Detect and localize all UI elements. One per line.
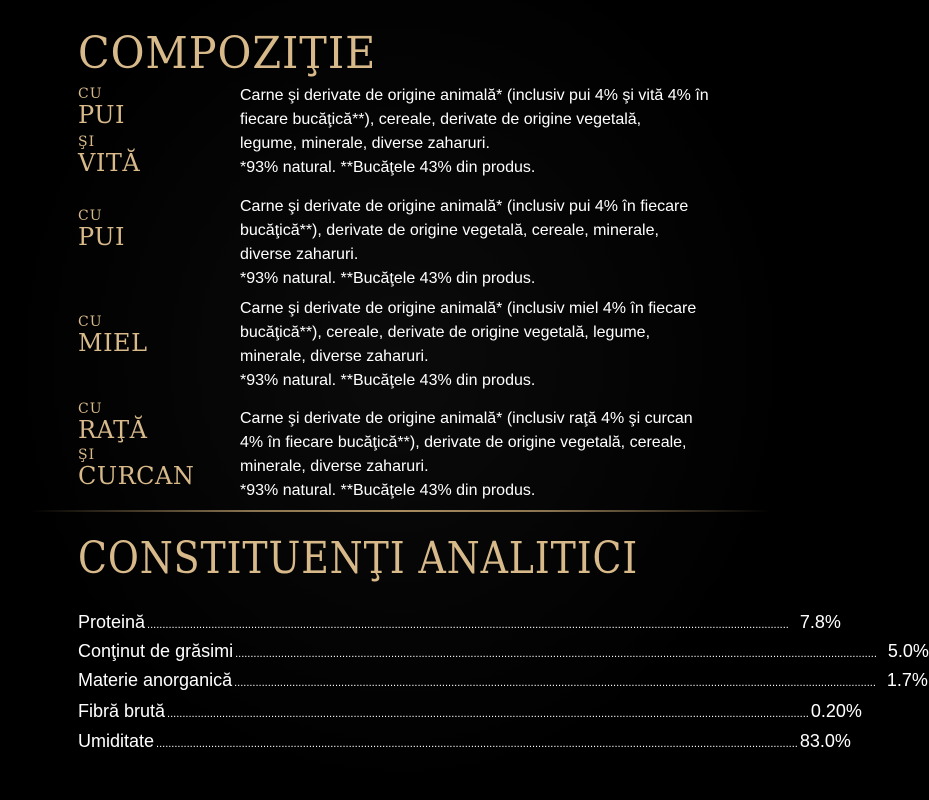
analytic-row: [78, 666, 928, 694]
variant-text-rata-curcan: [240, 407, 788, 503]
dot-leader: ..................................................................................................................................................................................................................: [234, 677, 876, 689]
variant-text-line: minerale, diverse zaharuri.: [240, 458, 429, 475]
variant-label-line: ŞI: [78, 447, 96, 463]
variant-text-line: *93% natural. **Bucăţele 43% din produs.: [240, 482, 536, 499]
variant-text-line: diverse zaharuri.: [240, 246, 359, 263]
dot-leader: ..................................................................................................................................................................................................................: [156, 738, 798, 750]
analytic-row: [78, 637, 929, 665]
analytic-label: Umiditate: [78, 731, 155, 751]
variant-label-line: CU: [78, 208, 103, 224]
variant-label-line: CURCAN: [78, 462, 195, 490]
variant-text-line: legume, minerale, diverse zaharuri.: [240, 135, 490, 152]
variant-label-line: VITĂ: [78, 149, 141, 177]
variant-label-pui-vita: [78, 86, 140, 176]
variant-label-line: CU: [78, 86, 103, 102]
analytic-label: Materie anorganică: [78, 670, 233, 690]
analytics-heading: CONSTITUENŢI ANALITICI: [78, 533, 639, 584]
variant-label-rata-curcan: [78, 401, 194, 489]
variant-text-line: 4% în fiecare bucăţică**), derivate de origine vegetală, cereale,: [240, 434, 687, 451]
analytic-value: 5.0%: [887, 641, 929, 661]
analytic-value: 1.7%: [886, 670, 928, 690]
variant-text-line: *93% natural. **Bucăţele 43% din produs.: [240, 270, 536, 287]
variant-text-miel: [240, 297, 788, 393]
variant-label-line: PUI: [78, 101, 125, 129]
variant-text-line: Carne şi derivate de origine animală* (inclusiv pui 4% în fiecare: [240, 198, 689, 215]
analytic-value: 7.8%: [799, 612, 841, 632]
variant-text-pui-vita: [240, 84, 788, 180]
dot-leader: ..................................................................................................................................................................................................................: [235, 648, 877, 660]
variant-label-line: CU: [78, 401, 103, 417]
analytic-row: [78, 727, 851, 755]
variant-text-line: bucăţică**), derivate de origine vegetală, cereale, minerale,: [240, 222, 659, 239]
variant-text-line: Carne şi derivate de origine animală* (inclusiv raţă 4% şi curcan: [240, 410, 693, 427]
analytic-label: Fibră brută: [78, 701, 166, 721]
variant-text-line: bucăţică**), cereale, derivate de origine vegetală, legume,: [240, 324, 651, 341]
variant-label-line: CU: [78, 314, 103, 330]
section-divider: [30, 510, 770, 512]
variant-text-line: *93% natural. **Bucăţele 43% din produs.: [240, 159, 536, 176]
variant-text-pui: [240, 195, 788, 291]
composition-heading: COMPOZIŢIE: [78, 28, 377, 79]
dot-leader: ..................................................................................................................................................................................................................: [147, 619, 789, 631]
variant-text-line: *93% natural. **Bucăţele 43% din produs.: [240, 372, 536, 389]
variant-text-line: Carne şi derivate de origine animală* (inclusiv miel 4% în fiecare: [240, 300, 697, 317]
analytic-row: [78, 697, 862, 725]
analytic-label: Conţinut de grăsimi: [78, 641, 234, 661]
analytic-label: Proteină: [78, 612, 146, 632]
variant-label-line: RAŢĂ: [78, 416, 148, 444]
variant-text-line: fiecare bucăţică**), cereale, derivate de origine vegetală,: [240, 111, 642, 128]
variant-label-line: PUI: [78, 223, 125, 251]
variant-label-line: MIEL: [78, 329, 148, 357]
dot-leader: ..................................................................................................................................................................................................................: [167, 708, 809, 720]
variant-label-pui: [78, 208, 125, 250]
variant-text-line: Carne şi derivate de origine animală* (inclusiv pui 4% şi vită 4% în: [240, 87, 709, 104]
variant-label-miel: [78, 314, 148, 356]
analytic-row: [78, 608, 841, 636]
analytic-value: 83.0%: [799, 731, 851, 751]
variant-label-line: ŞI: [78, 134, 96, 150]
variant-text-line: minerale, diverse zaharuri.: [240, 348, 429, 365]
analytic-value: 0.20%: [810, 701, 862, 721]
